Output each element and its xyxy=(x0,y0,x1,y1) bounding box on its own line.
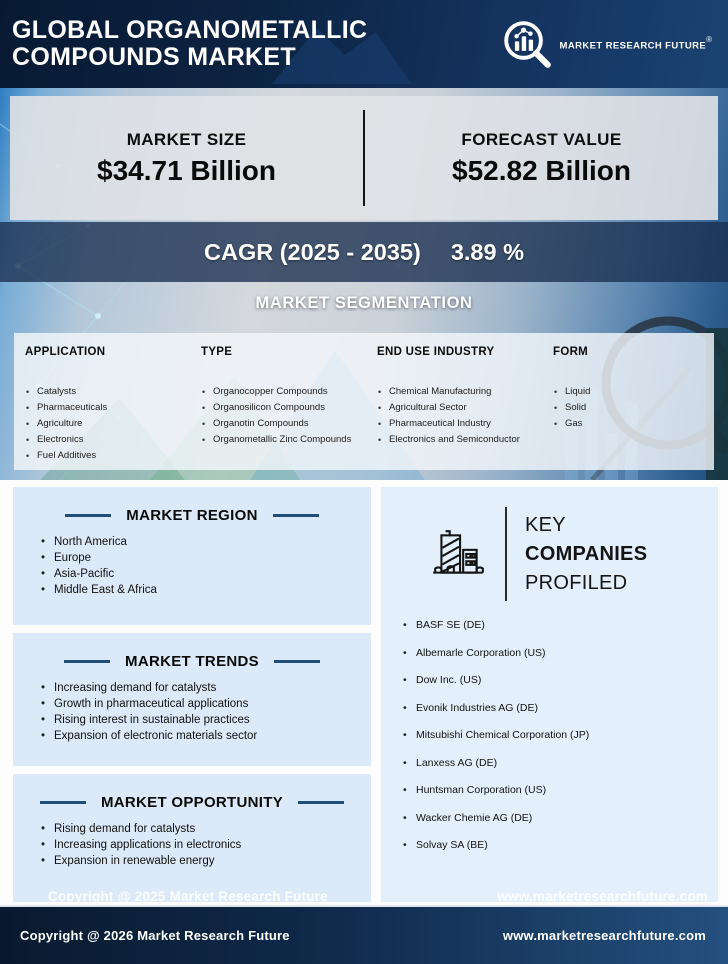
market-trends-title: MARKET TRENDS xyxy=(125,653,259,670)
market-size-label: MARKET SIZE xyxy=(126,129,247,149)
company-item: • Evonik Industries AG (DE) xyxy=(403,702,708,714)
segmentation-item: • Electronics and Semiconductor xyxy=(377,432,547,448)
region-item: • Asia-Pacific xyxy=(41,566,357,582)
company-item: • Huntsman Corporation (US) xyxy=(403,784,708,796)
brand-name-block xyxy=(560,35,712,53)
watermark-row xyxy=(48,889,708,904)
segmentation-list xyxy=(201,384,371,448)
company-item: • Wacker Chemie AG (DE) xyxy=(403,812,708,824)
segmentation-column-type xyxy=(201,346,377,470)
cagr-label: CAGR (2025 - 2035) xyxy=(204,238,421,265)
watermark-website-link[interactable]: www.marketresearchfuture.com xyxy=(497,889,708,904)
watermark-copyright: Copyright @ 2025 Market Research Future xyxy=(48,889,328,904)
segmentation-item: • Organocopper Compounds xyxy=(201,384,371,400)
segmentation-panel xyxy=(14,333,714,470)
key-companies-title-line3: PROFILED xyxy=(525,571,628,594)
cagr-value: 3.89 % xyxy=(450,238,524,265)
company-item: • Solvay SA (BE) xyxy=(403,839,708,851)
segmentation-column-header: FORM xyxy=(553,346,589,358)
segmentation-item: • Pharmaceutical Industry xyxy=(377,416,547,432)
mrf-magnifier-chart-icon xyxy=(501,18,553,70)
region-item: • North America xyxy=(41,534,357,550)
segmentation-column-header: TYPE xyxy=(201,346,233,358)
segmentation-item: • Catalysts xyxy=(25,384,195,400)
region-item: • Europe xyxy=(41,550,357,566)
registered-mark-icon: ® xyxy=(706,34,712,44)
market-trends-list xyxy=(27,680,357,744)
brand-logo xyxy=(501,18,712,70)
segmentation-column-form xyxy=(553,346,596,470)
market-size-value: $34.71 Billion xyxy=(97,154,276,186)
trend-item: • Increasing demand for catalysts xyxy=(41,680,357,696)
segmentation-column-application xyxy=(25,346,201,470)
hero-photo-background xyxy=(0,88,728,480)
company-item: • Mitsubishi Chemical Corporation (JP) xyxy=(403,729,708,741)
key-companies-title-line1: KEY xyxy=(525,513,566,536)
segmentation-item: • Agriculture xyxy=(25,416,195,432)
market-region-title: MARKET REGION xyxy=(126,507,258,524)
region-item: • Middle East & Africa xyxy=(41,582,357,598)
brand-name: MARKET RESEARCH FUTURE xyxy=(559,40,707,52)
segmentation-column-end-use-industry xyxy=(377,346,553,470)
buildings-icon xyxy=(429,525,487,583)
segmentation-item: • Agricultural Sector xyxy=(377,400,547,416)
segmentation-list xyxy=(25,384,195,464)
forecast-value-label: FORECAST VALUE xyxy=(461,129,622,149)
card-heading xyxy=(27,507,357,524)
segmentation-item: • Solid xyxy=(553,400,590,416)
forecast-value-value: $52.82 Billion xyxy=(452,154,631,186)
key-companies-card xyxy=(381,487,718,902)
segmentation-item: • Organometallic Zinc Compounds xyxy=(201,432,371,448)
market-region-list xyxy=(27,534,357,598)
footer-copyright: Copyright @ 2026 Market Research Future xyxy=(20,928,290,943)
segmentation-item: • Fuel Additives xyxy=(25,448,195,464)
company-item: • BASF SE (DE) xyxy=(403,619,708,631)
segmentation-list xyxy=(377,384,547,448)
footer-bar xyxy=(0,905,728,964)
opportunity-item: • Increasing applications in electronics xyxy=(41,837,357,853)
page-title: GLOBAL ORGANOMETALLIC COMPOUNDS MARKET xyxy=(12,16,368,71)
heading-dash-right xyxy=(298,801,344,804)
details-section xyxy=(0,480,728,905)
left-column xyxy=(13,487,371,902)
card-heading xyxy=(27,653,357,670)
segmentation-item: • Gas xyxy=(553,416,590,432)
cagr-banner xyxy=(0,222,728,282)
key-companies-title-line2: COMPANIES xyxy=(525,542,648,565)
segmentation-column-header: END USE INDUSTRY xyxy=(377,346,495,358)
market-stats-panel xyxy=(10,96,718,220)
segmentation-item: • Pharmaceuticals xyxy=(25,400,195,416)
heading-dash-left xyxy=(64,660,110,663)
market-region-card xyxy=(13,487,371,625)
market-opportunity-card xyxy=(13,774,371,902)
segmentation-column-header: APPLICATION xyxy=(25,346,106,358)
key-companies-title xyxy=(525,511,647,598)
company-item: • Albemarle Corporation (US) xyxy=(403,647,708,659)
segmentation-title: MARKET SEGMENTATION xyxy=(255,294,473,312)
key-companies-list xyxy=(391,619,708,851)
heading-dash-left xyxy=(65,514,111,517)
company-item: • Lanxess AG (DE) xyxy=(403,757,708,769)
segmentation-item: • Electronics xyxy=(25,432,195,448)
opportunity-item: • Rising demand for catalysts xyxy=(41,821,357,837)
opportunity-item: • Expansion in renewable energy xyxy=(41,853,357,869)
segmentation-list xyxy=(553,384,590,432)
trend-item: • Growth in pharmaceutical applications xyxy=(41,696,357,712)
trend-item: • Rising interest in sustainable practices xyxy=(41,712,357,728)
segmentation-item: • Organosilicon Compounds xyxy=(201,400,371,416)
segmentation-item: • Organotin Compounds xyxy=(201,416,371,432)
heading-dash-right xyxy=(273,514,319,517)
heading-dash-left xyxy=(40,801,86,804)
market-opportunity-list xyxy=(27,821,357,869)
trend-item: • Expansion of electronic materials sector xyxy=(41,728,357,744)
forecast-value-block xyxy=(365,96,718,220)
key-companies-heading xyxy=(391,491,708,609)
card-heading xyxy=(27,794,357,811)
right-column xyxy=(381,487,718,902)
heading-divider xyxy=(505,507,507,601)
footer-website-link[interactable]: www.marketresearchfuture.com xyxy=(502,928,706,943)
market-opportunity-title: MARKET OPPORTUNITY xyxy=(100,794,284,811)
segmentation-item: • Chemical Manufacturing xyxy=(377,384,547,400)
market-size-block xyxy=(10,96,363,220)
header-bar xyxy=(0,0,728,88)
heading-dash-right xyxy=(274,660,320,663)
segmentation-item: • Liquid xyxy=(553,384,590,400)
company-item: • Dow Inc. (US) xyxy=(403,674,708,686)
market-trends-card xyxy=(13,633,371,766)
